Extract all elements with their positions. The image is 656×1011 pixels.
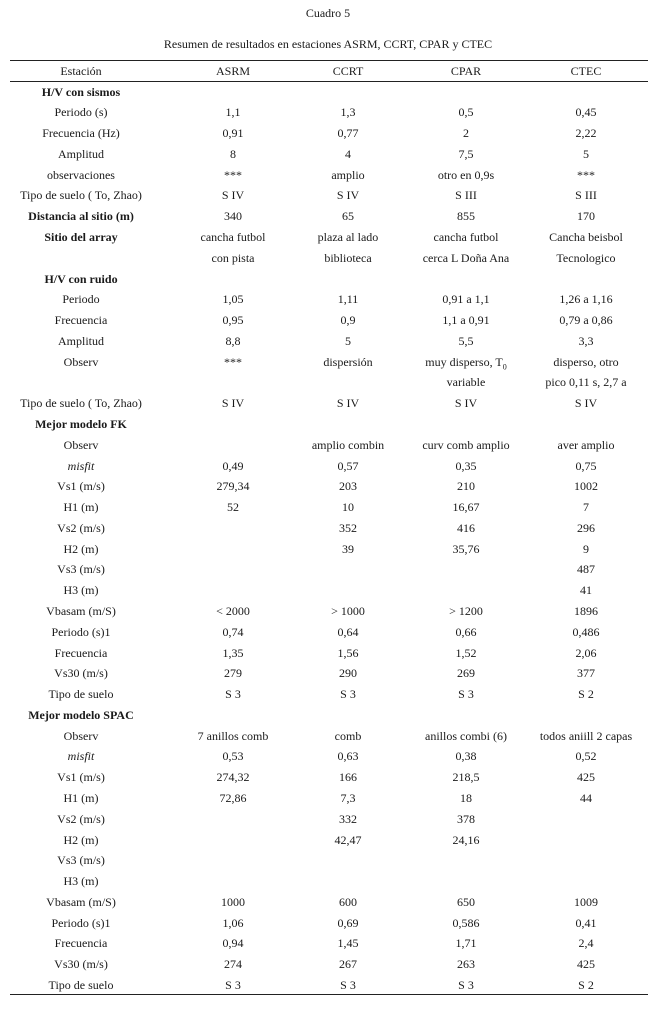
- cell-station: Vs30 (m/s): [54, 957, 108, 972]
- cell-station: Periodo (s)1: [51, 624, 111, 639]
- cell-cpar: curv comb amplio: [422, 437, 510, 452]
- cell-asrm: 8,8: [225, 333, 241, 348]
- table-row: [10, 767, 648, 788]
- cell-asrm: 340: [224, 209, 242, 224]
- cell-station: H1 (m): [63, 500, 99, 515]
- table-subtitle: Resumen de resultados en estaciones ASRM, CCRT, CPAR y CTEC: [163, 37, 493, 51]
- table-row: [10, 518, 648, 539]
- table-row: [10, 539, 648, 560]
- cell-ctec: 0,41: [575, 915, 597, 930]
- cell-cpar: S 3: [458, 687, 474, 702]
- cell-ctec: 0,486: [572, 624, 600, 639]
- cell-station: H2 (m): [63, 832, 99, 847]
- table-row: [10, 726, 648, 747]
- cell-cpar: 650: [457, 894, 475, 909]
- cell-ctec: 1002: [574, 479, 598, 494]
- cell-asrm: 0,94: [222, 936, 244, 951]
- cell-asrm: 279: [224, 666, 242, 681]
- cell-ccrt: 332: [339, 811, 357, 826]
- table-row: [10, 663, 648, 684]
- cell-ccrt: amplio combin: [311, 437, 385, 452]
- table-row: [10, 206, 648, 227]
- cell-ccrt: plaza al lado: [317, 229, 379, 244]
- cell-ctec: 9: [583, 541, 589, 556]
- table-row: [10, 331, 648, 352]
- subscript-zero: 0: [502, 362, 507, 372]
- cell-ctec: 2,4: [578, 936, 594, 951]
- table-row: [10, 746, 648, 767]
- cell-asrm: S IV: [221, 188, 245, 203]
- table-row: [10, 144, 648, 165]
- cell-station: Tipo de suelo ( To, Zhao): [20, 396, 142, 411]
- cell-asrm: S 3: [225, 978, 241, 993]
- cell-cpar: 0,66: [455, 624, 477, 639]
- cell-ctec: 170: [577, 209, 595, 224]
- cell-ccrt: 1,3: [340, 105, 356, 120]
- cell-asrm: 1,1: [225, 105, 241, 120]
- cell-cpar: 0,5: [458, 105, 474, 120]
- table-row: [10, 289, 648, 310]
- bottom-rule: [10, 994, 648, 995]
- cell-ctec: S III: [575, 188, 597, 203]
- cell-ctec: 0,79 a 0,86: [559, 313, 613, 328]
- cell-cpar: 263: [457, 957, 475, 972]
- cell-ctec: Tecnologico: [556, 250, 616, 265]
- cell-ctec: disperso, otro: [553, 354, 619, 369]
- cell-ctec: 1009: [574, 894, 598, 909]
- table-header-row: [10, 61, 648, 82]
- cell-ccrt: S 3: [340, 687, 356, 702]
- cell-ccrt: dispersión: [323, 354, 373, 369]
- cell-station: Vs1 (m/s): [57, 479, 105, 494]
- cell-station: Amplitud: [57, 146, 104, 161]
- cell-asrm: 0,53: [222, 749, 244, 764]
- cell-cpar: 0,91 a 1,1: [442, 292, 490, 307]
- cell-asrm: ***: [224, 167, 242, 182]
- table-row: [10, 372, 648, 393]
- cell-asrm: 1000: [221, 894, 245, 909]
- cell-cpar: 18: [460, 791, 472, 806]
- cell-ctec: S 2: [578, 978, 594, 993]
- table-row: [10, 165, 648, 186]
- cell-asrm: S IV: [221, 396, 245, 411]
- table-row: [10, 497, 648, 518]
- cell-cpar: 1,52: [455, 645, 477, 660]
- table-row: [10, 456, 648, 477]
- table-row: [10, 476, 648, 497]
- cell-cpar: 416: [457, 520, 475, 535]
- cell-cpar: cerca L Doña Ana: [422, 250, 510, 265]
- header-cell-ccrt: CCRT: [332, 64, 364, 78]
- cell-ccrt: 0,63: [337, 749, 359, 764]
- table-row: [10, 892, 648, 913]
- cell-ccrt: 0,57: [337, 458, 359, 473]
- cell-asrm: 72,86: [219, 791, 247, 806]
- section-heading: H/V con ruido: [44, 271, 118, 286]
- cell-ccrt: 166: [339, 770, 357, 785]
- cell-ccrt: 203: [339, 479, 357, 494]
- cell-ctec: 487: [577, 562, 595, 577]
- table-row: [10, 580, 648, 601]
- cell-cpar: 16,67: [452, 500, 480, 515]
- cell-cpar: 35,76: [452, 541, 480, 556]
- cell-cpar: 378: [457, 811, 475, 826]
- cell-station: observaciones: [47, 167, 115, 182]
- cell-station: H2 (m): [63, 541, 99, 556]
- table-row: [10, 954, 648, 975]
- cell-ctec: 0,45: [575, 105, 597, 120]
- cell-ccrt: 10: [342, 500, 354, 515]
- cell-ccrt: 1,11: [337, 292, 359, 307]
- cell-station: Frecuencia (Hz): [42, 126, 120, 141]
- cell-station: Periodo (s)1: [51, 915, 111, 930]
- table-row: [10, 809, 648, 830]
- cell-asrm: 1,35: [222, 645, 244, 660]
- cell-ccrt: 0,77: [337, 126, 359, 141]
- section-heading: Mejor modelo SPAC: [28, 707, 134, 722]
- cell-ccrt: 4: [345, 146, 351, 161]
- cell-asrm: 8: [230, 146, 236, 161]
- table-row: [10, 850, 648, 871]
- table-row: [10, 185, 648, 206]
- cell-ctec: 5: [583, 146, 589, 161]
- cell-ctec: 2,22: [575, 126, 597, 141]
- table-row: [10, 248, 648, 269]
- cell-cpar: anillos combi (6): [425, 728, 507, 743]
- section-heading-row: [10, 82, 648, 103]
- cell-station: Periodo (s): [54, 105, 108, 120]
- cell-ctec: 7: [583, 500, 589, 515]
- cell-ccrt: amplio: [331, 167, 365, 182]
- table-row: [10, 684, 648, 705]
- cell-ctec: pico 0,11 s, 2,7 a: [545, 375, 627, 390]
- table-row: [10, 788, 648, 809]
- cell-station: Tipo de suelo: [48, 687, 114, 702]
- cell-cpar: 24,16: [452, 832, 480, 847]
- cell-ccrt: 267: [339, 957, 357, 972]
- cell-station: Frecuencia: [54, 313, 108, 328]
- table-row: [10, 643, 648, 664]
- cell-asrm: 0,91: [222, 126, 244, 141]
- table-row: [10, 830, 648, 851]
- table-row: [10, 559, 648, 580]
- cell-ccrt: 0,69: [337, 915, 359, 930]
- cell-ctec: 296: [577, 520, 595, 535]
- cell-cpar: 7,5: [458, 146, 474, 161]
- cell-asrm: cancha futbol: [200, 229, 266, 244]
- cell-ctec: aver amplio: [557, 437, 615, 452]
- cell-station: Observ: [63, 728, 99, 743]
- section-heading-row: [10, 414, 648, 435]
- cell-station: Vbasam (m/S): [46, 604, 116, 618]
- cell-cpar: S III: [455, 188, 477, 203]
- cell-ccrt: 1,56: [337, 645, 359, 660]
- cell-asrm: 274,32: [216, 770, 250, 785]
- cell-ccrt: 1,45: [337, 936, 359, 951]
- cell-asrm: < 2000: [216, 604, 250, 618]
- cell-ctec: 1,26 a 1,16: [559, 292, 613, 307]
- cell-station: Periodo: [62, 292, 100, 307]
- table-row: [10, 622, 648, 643]
- section-heading-row: [10, 705, 648, 726]
- cell-ccrt: > 1000: [331, 604, 365, 618]
- cell-station: misfit: [67, 458, 95, 473]
- cell-ccrt: 65: [342, 209, 354, 224]
- cell-cpar: muy disperso, $T_0$: [425, 354, 507, 372]
- cell-ctec: 2,06: [575, 645, 597, 660]
- table-row: [10, 435, 648, 456]
- cell-ccrt: 5: [345, 333, 351, 348]
- table-title: Cuadro 5: [305, 6, 351, 20]
- cell-cpar: > 1200: [449, 604, 483, 618]
- cell-station: Observ: [63, 354, 99, 369]
- cell-station: Tipo de suelo: [48, 978, 114, 993]
- cell-station: H3 (m): [63, 874, 99, 889]
- table-row: [10, 913, 648, 934]
- cell-ccrt: comb: [334, 728, 362, 743]
- header-cell-station: Estación: [60, 64, 102, 78]
- cell-ccrt: 42,47: [334, 832, 362, 847]
- cell-cpar: 0,35: [455, 458, 477, 473]
- section-heading: Mejor modelo FK: [35, 416, 127, 431]
- section-heading-row: [10, 269, 648, 290]
- cell-station: Vs30 (m/s): [54, 666, 108, 681]
- cell-station: H3 (m): [63, 583, 99, 598]
- cell-station: Frecuencia: [54, 645, 108, 660]
- cell-ctec: Cancha beisbol: [549, 229, 623, 244]
- cell-ctec: 425: [577, 770, 595, 785]
- cell-cpar: S IV: [454, 396, 478, 411]
- table-row: [10, 102, 648, 123]
- cell-station: Amplitud: [57, 333, 104, 348]
- cell-cpar: 5,5: [458, 333, 474, 348]
- table-row: [10, 123, 648, 144]
- table-row: [10, 933, 648, 954]
- cell-ccrt: S IV: [336, 188, 360, 203]
- cell-cpar: otro en 0,9s: [437, 167, 495, 182]
- cell-cpar: S 3: [458, 978, 474, 993]
- table-row: [10, 227, 648, 248]
- cell-asrm: 0,95: [222, 313, 244, 328]
- cell-asrm: 52: [227, 500, 239, 515]
- cell-ccrt: S 3: [340, 978, 356, 993]
- table-row: [10, 393, 648, 414]
- cell-ctec: todos aniill 2 capas: [539, 728, 633, 743]
- section-heading: H/V con sismos: [41, 84, 121, 99]
- cell-cpar: 855: [457, 209, 475, 224]
- cell-cpar: 1,1 a 0,91: [442, 313, 490, 328]
- cell-cpar: 2: [463, 126, 469, 141]
- cell-ccrt: 600: [339, 894, 357, 909]
- cell-cpar: 0,586: [452, 915, 480, 930]
- cell-asrm: con pista: [211, 250, 255, 265]
- cell-asrm: 0,74: [222, 624, 244, 639]
- header-cell-ctec: CTEC: [570, 64, 602, 78]
- header-cell-asrm: ASRM: [215, 64, 250, 78]
- cell-ccrt: 0,64: [337, 624, 359, 639]
- cell-ccrt: 39: [342, 541, 354, 556]
- table-row: [10, 310, 648, 331]
- table-row: [10, 871, 648, 892]
- cell-cpar: 1,71: [455, 936, 477, 951]
- header-cell-cpar: CPAR: [450, 64, 482, 78]
- cell-ctec: 1896: [574, 604, 598, 618]
- cell-station: Vs2 (m/s): [57, 520, 105, 535]
- cell-asrm: S 3: [225, 687, 241, 702]
- cell-ccrt: 0,9: [340, 313, 356, 328]
- cell-ctec: 41: [580, 583, 592, 598]
- cell-ctec: 0,52: [575, 749, 597, 764]
- cell-station: Sitio del array: [44, 229, 118, 244]
- cell-ccrt: 7,3: [340, 791, 356, 806]
- cell-asrm: 279,34: [216, 479, 250, 494]
- cell-station: Vs3 (m/s): [57, 853, 105, 868]
- cell-station: Vs3 (m/s): [57, 562, 105, 577]
- cell-ctec: 425: [577, 957, 595, 972]
- cell-cpar: 218,5: [452, 770, 480, 785]
- cell-ctec: S 2: [578, 687, 594, 702]
- cell-ctec: S IV: [574, 396, 598, 411]
- cell-station: Vbasam (m/S): [46, 894, 116, 909]
- cell-cpar: 0,38: [455, 749, 477, 764]
- cell-station: Vs2 (m/s): [57, 811, 105, 826]
- cell-cpar: variable: [446, 375, 486, 390]
- cell-ccrt: S IV: [336, 396, 360, 411]
- cell-ctec: 377: [577, 666, 595, 681]
- cell-station: Distancia al sitio (m): [28, 209, 134, 224]
- cell-station: misfit: [67, 749, 95, 764]
- cell-asrm: 1,05: [222, 292, 244, 307]
- cell-ccrt: biblioteca: [324, 250, 372, 265]
- cell-station: H1 (m): [63, 791, 99, 806]
- cell-ccrt: 352: [339, 520, 357, 535]
- cell-ctec: 0,75: [575, 458, 597, 473]
- cell-station: Frecuencia: [54, 936, 108, 951]
- cell-ctec: ***: [577, 167, 595, 182]
- cell-station: Observ: [63, 437, 99, 452]
- cell-cpar: 210: [457, 479, 475, 494]
- cell-ccrt: 290: [339, 666, 357, 681]
- cell-cpar: cancha futbol: [433, 229, 499, 244]
- cell-ctec: 3,3: [578, 333, 594, 348]
- cell-cpar: 269: [457, 666, 475, 681]
- cell-ctec: 44: [580, 791, 592, 806]
- cell-asrm: ***: [224, 354, 242, 369]
- cell-asrm: 7 anillos comb: [197, 728, 269, 743]
- cell-station: Tipo de suelo ( To, Zhao): [20, 188, 142, 203]
- table-row: [10, 352, 648, 373]
- cell-asrm: 0,49: [222, 458, 244, 473]
- cell-asrm: 274: [224, 957, 242, 972]
- cell-station: Vs1 (m/s): [57, 770, 105, 785]
- table-row: [10, 601, 648, 622]
- cell-asrm: 1,06: [222, 915, 244, 930]
- table-row: [10, 975, 648, 996]
